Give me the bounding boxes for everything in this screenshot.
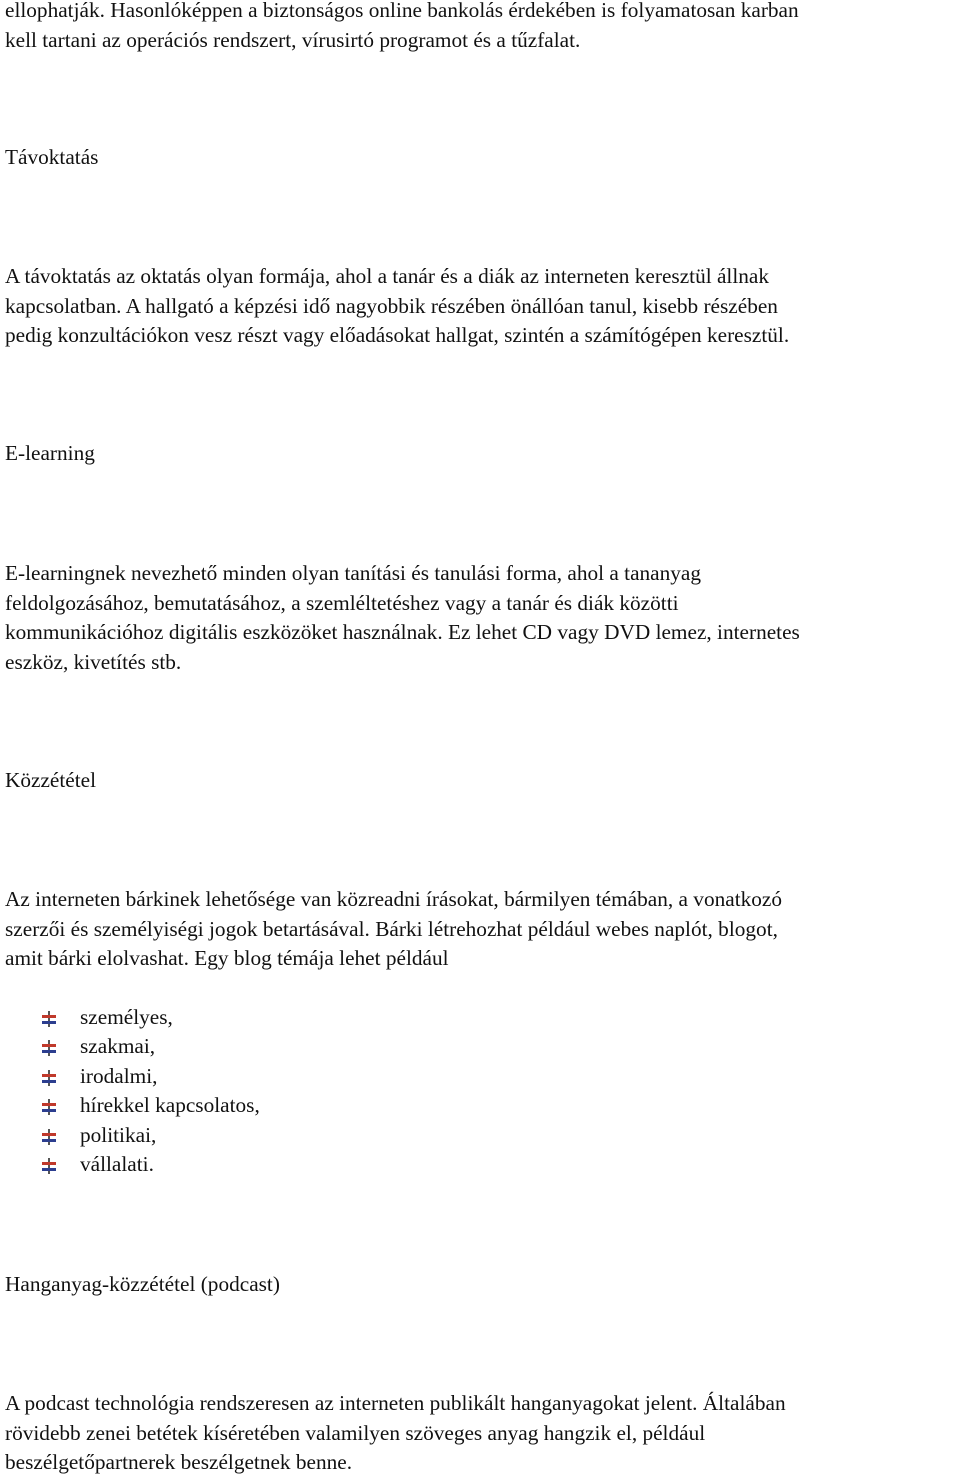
kozzetetel-paragraph [5,885,955,974]
text-line: Az interneten bárkinek lehetősége van közreadni írásokat, bármilyen témában, a vonatkozó [5,887,783,911]
text-line: rövidebb zenei betétek kíséretében valamilyen szöveges anyag hangzik el, például [5,1420,706,1445]
section-heading-elearning: E-learning [5,441,95,465]
text-line: pedig konzultációkon vesz részt vagy előadásokat hallgat, szintén a számítógépen keresztül. [5,323,790,347]
list-item [5,1121,260,1150]
text-line: szerzői és személyiségi jogok betartásával. Bárki létrehozhat például webes naplót, blogot, [5,916,778,941]
ornate-bullet-icon [41,1158,57,1174]
text-line: A podcast technológia rendszeresen az interneten publikált hanganyagokat jelent. Általában [5,1391,786,1415]
list-item [5,1032,260,1061]
elearning-paragraph [5,559,955,677]
list-item [5,1150,260,1179]
text-line: kell tartani az operációs rendszert, vírusirtó programot és a tűzfalat. [5,27,581,52]
text-line: amit bárki elolvashat. Egy blog témája lehet például [5,946,449,970]
list-item-label: irodalmi, [80,1063,158,1088]
ornate-bullet-icon [41,1040,57,1056]
text-line: ellophatják. Hasonlóképpen a biztonságos online bankolás érdekében is folyamatosan karban [5,0,799,22]
list-item-label: személyes, [80,1005,173,1029]
intro-paragraph [5,0,955,55]
list-item [5,1091,260,1120]
ornate-bullet-icon [41,1129,57,1145]
text-line: feldolgozásához, bemutatásához, a szemléltetéshez vagy a tanár és diák közötti [5,590,679,615]
tavoktatas-paragraph [5,262,955,351]
section-heading-podcast: Hanganyag-közzététel (podcast) [5,1272,280,1296]
list-item [5,1003,260,1032]
text-line: eszköz, kivetítés stb. [5,649,182,674]
text-line: kapcsolatban. A hallgató a képzési idő nagyobbik részében önállóan tanul, kisebb részében [5,293,778,318]
blog-topic-list [5,1003,260,1179]
list-item-label: politikai, [80,1122,157,1147]
section-heading-tavoktatas: Távoktatás [5,145,99,169]
text-line: kommunikációhoz digitális eszközöket használnak. Ez lehet CD vagy DVD lemez, internetes [5,620,800,644]
list-item [5,1062,260,1091]
ornate-bullet-icon [41,1099,57,1115]
ornate-bullet-icon [41,1011,57,1027]
text-line: A távoktatás az oktatás olyan formája, ahol a tanár és a diák az interneten keresztül állnak [5,264,769,288]
text-line: E-learningnek nevezhető minden olyan tanítási és tanulási forma, ahol a tananyag [5,561,702,585]
list-item-label: vállalati. [80,1151,154,1176]
list-item-label: szakmai, [80,1034,156,1059]
ornate-bullet-icon [41,1070,57,1086]
list-item-label: hírekkel kapcsolatos, [80,1093,260,1118]
podcast-paragraph [5,1389,955,1478]
text-line: beszélgetőpartnerek beszélgetnek benne. [5,1450,353,1474]
section-heading-kozzetetel: Közzététel [5,768,97,792]
